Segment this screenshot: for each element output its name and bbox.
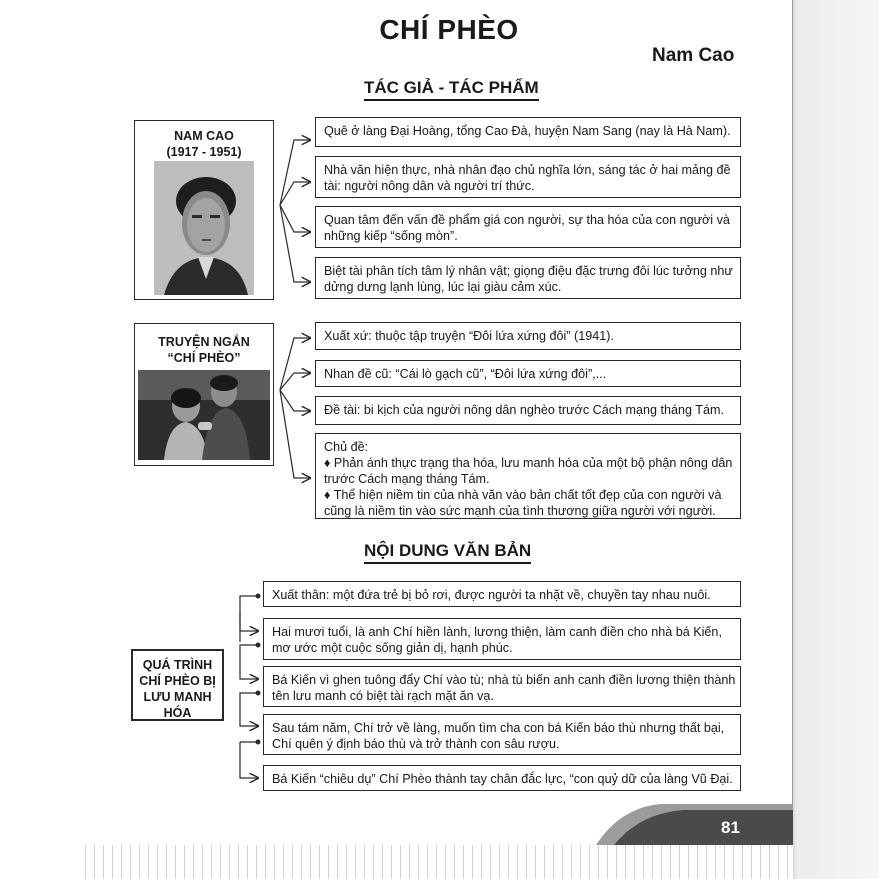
process-box-line: HÓA — [163, 706, 192, 720]
process-step-line: Sau tám năm, Chí trở về làng, muốn tìm cha con bá Kiến báo thù nhưng thất bại, — [272, 721, 725, 735]
section-heading-author-work: TÁC GIẢ - TÁC PHẨM — [364, 78, 539, 101]
work-info-line: Nhan đề cũ: “Cái lò gạch cũ”, “Đôi lứa xứng đôi”,... — [324, 367, 607, 381]
author-name: Nam Cao — [652, 45, 735, 66]
process-step-line: Chí quên ý định báo thù và trở thành con sâu rượu. — [272, 737, 560, 751]
process-box-line: CHÍ PHÈO BỊ — [139, 674, 216, 688]
work-info-line: trước Cách mạng tháng Tám. — [324, 472, 490, 486]
work-info-line: Xuất xứ: thuộc tập truyện “Đôi lứa xứng đôi” (1941). — [324, 329, 614, 343]
process-step-line: Bá Kiến “chiêu dụ” Chí Phèo thành tay chân đắc lực, “con quỷ dữ của làng Vũ Đại. — [272, 772, 733, 786]
author-info-line: tài: người nông dân và người trí thức. — [324, 179, 535, 193]
process-box-line: QUÁ TRÌNH — [142, 658, 213, 672]
author-info-line: Quê ở làng Đại Hoàng, tổng Cao Đà, huyện Nam Sang (nay là Hà Nam). — [324, 124, 731, 138]
process-step-line: tên lưu manh có biệt tài rạch mặt ăn vạ. — [272, 689, 494, 703]
page-title: CHÍ PHÈO — [379, 14, 519, 45]
work-info-line: Đề tài: bi kịch của người nông dân nghèo trước Cách mạng tháng Tám. — [324, 403, 724, 417]
author-info-line: Nhà văn hiện thực, nhà nhân đạo chủ nghĩa lớn, sáng tác ở hai mảng đề — [324, 163, 731, 177]
page-number: 81 — [721, 818, 740, 837]
author-info-line: dửng dưng lạnh lùng, lúc lại giàu cảm xúc. — [324, 280, 562, 294]
work-box-line1: TRUYỆN NGẮN — [158, 335, 250, 349]
work-box-line2: “CHÍ PHÈO” — [167, 351, 241, 365]
author-info-line: những kiếp “sống mòn”. — [324, 229, 458, 243]
author-box-years: (1917 - 1951) — [166, 145, 242, 159]
process-box-line: LƯU MANH — [143, 690, 212, 704]
process-step-line: Hai mươi tuổi, là anh Chí hiền lành, lương thiện, làm canh điền cho nhà bá Kiến, — [272, 625, 722, 639]
work-info-line: ♦ Thể hiện niềm tin của nhà văn vào bản chất tốt đẹp của con người và — [324, 488, 722, 502]
author-box-name: NAM CAO — [174, 129, 234, 143]
process-step-line: Bá Kiến vì ghen tuông đẩy Chí vào tù; nhà tù biến anh canh điền lương thiện thành — [272, 673, 736, 687]
work-info-line: Chủ đề: — [324, 440, 369, 454]
section-heading-content: NỘI DUNG VĂN BẢN — [364, 541, 531, 564]
work-info-line: cũng là niềm tin vào sức mạnh của tình thương giữa người với người. — [324, 504, 716, 518]
author-info-line: Biệt tài phân tích tâm lý nhân vật; giọng điệu đặc trưng đôi lúc tưởng như — [324, 264, 733, 278]
process-step-line: mơ ước một cuộc sống giản dị, hạnh phúc. — [272, 641, 513, 655]
work-info-line: ♦ Phản ánh thực trạng tha hóa, lưu manh hóa của một bộ phận nông dân — [324, 456, 733, 470]
process-step-line: Xuất thân: một đứa trẻ bị bỏ rơi, được người ta nhặt về, chuyền tay nhau nuôi. — [272, 588, 711, 602]
author-info-line: Quan tâm đến vấn đề phẩm giá con người, sự tha hóa của con người và — [324, 213, 730, 227]
